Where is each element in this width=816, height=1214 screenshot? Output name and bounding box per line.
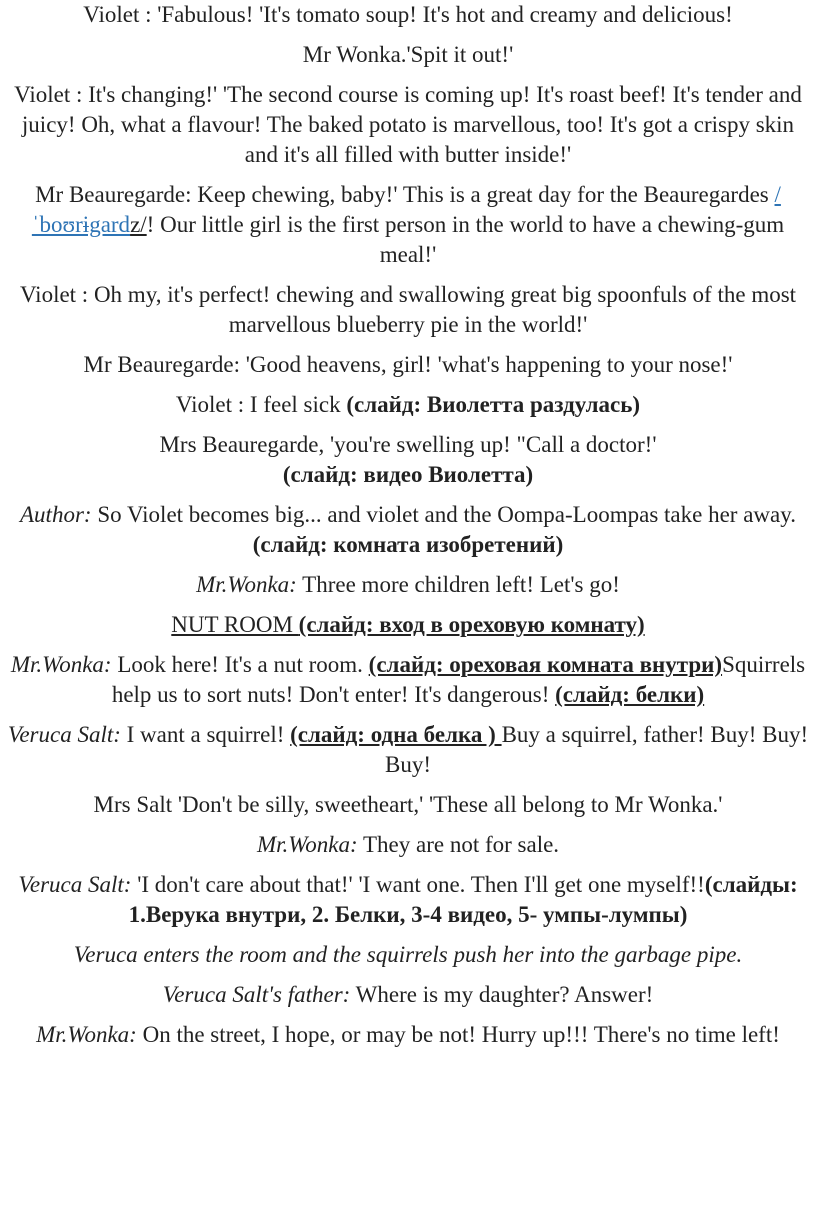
line-text: Violet : I feel sick (175, 392, 347, 417)
speaker-label: Veruca Salt's father: (162, 982, 351, 1007)
speaker-label: Veruca Salt: (18, 872, 132, 897)
speaker-label: Mr.Wonka: (256, 832, 358, 857)
line-text: Where is my daughter? Answer! (350, 982, 654, 1007)
line-text: ! Our little girl is the first person in the world to have a chewing-gum meal!' (146, 212, 785, 267)
line-wonka-nut-room (6, 650, 810, 710)
line-text: Mr Wonka.'Spit it out!' (302, 42, 514, 67)
stage-direction-text: Veruca enters the room and the squirrels push her into the garbage pipe. (73, 942, 743, 967)
line-text: Mrs Beauregarde, 'you're swelling up! "Call a doctor!' (159, 432, 657, 457)
line-text: Three more children left! Let's go! (296, 572, 620, 597)
line-text: Mr Beauregarde: Keep chewing, baby!' This is a great day for the Beauregardes (35, 182, 775, 207)
line-wonka-spit (6, 40, 810, 70)
line-violet-pie (6, 280, 810, 340)
line-text: They are not for sale. (357, 832, 560, 857)
line-text: I want a squirrel! (120, 722, 291, 747)
line-text: Mr Beauregarde: 'Good heavens, girl! 'what's happening to your nose!' (83, 352, 733, 377)
line-violet-sick (6, 390, 810, 420)
speaker-label: Veruca Salt: (7, 722, 121, 747)
line-text: Buy a squirrel, father! Buy! Buy! Buy! (385, 722, 809, 777)
slide-note: (слайд: ореховая комната внутри) (368, 652, 723, 677)
speaker-label: Mr.Wonka: (196, 572, 297, 597)
line-text: Look here! It's a nut room. (111, 652, 369, 677)
scene-title: NUT ROOM (171, 612, 299, 637)
pronunciation-tail: z/ (130, 212, 147, 237)
line-violet-changing (6, 80, 810, 170)
pronunciation-link[interactable]: /ˈboʊrɨgard (31, 182, 781, 237)
line-wonka-street (6, 1020, 810, 1050)
line-text: Violet : Oh my, it's perfect! chewing and swallowing great big spoonfuls of the most marvellous blueberry pie in the world!' (19, 282, 797, 337)
slide-note: (слайд: одна белка ) (290, 722, 502, 747)
scene-heading-nut-room (6, 610, 810, 640)
line-text: On the street, I hope, or may be not! Hurry up!!! There's no time left! (136, 1022, 780, 1047)
line-text: So Violet becomes big... and violet and the Oompa-Loompas take her away. (91, 502, 796, 527)
line-text: Violet : It's changing!' 'The second course is coming up! It's roast beef! It's tender and juicy! Oh, what a flavour! The baked potato is marvellous, too! It's got a crispy skin and it's all filled with butter inside!' (14, 82, 802, 167)
line-violet-soup (6, 0, 810, 30)
line-veruca-squirrel (6, 720, 810, 780)
slide-note: (слайд: белки) (555, 682, 705, 707)
slide-note: (слайд: вход в ореховую комнату) (298, 612, 645, 637)
line-text: Squirrels help us to sort nuts! Don't enter! It's dangerous! (111, 652, 806, 707)
line-wonka-not-for-sale (6, 830, 810, 860)
line-mrs-beauregarde (6, 430, 810, 490)
line-veruca-father (6, 980, 810, 1010)
line-text: Mrs Salt 'Don't be silly, sweetheart,' 'These all belong to Mr Wonka.' (93, 792, 723, 817)
line-author (6, 500, 810, 560)
line-wonka-three-more (6, 570, 810, 600)
slide-note: (слайд: комната изобретений) (252, 532, 564, 557)
line-beauregarde-chewing (6, 180, 810, 270)
line-mrs-salt (6, 790, 810, 820)
slide-note: (слайд: видео Виолетта) (282, 462, 534, 487)
line-veruca-want-one (6, 870, 810, 930)
stage-direction (6, 940, 810, 970)
slide-note: (слайды: 1.Верука внутри, 2. Белки, 3-4 видео, 5- умпы-лумпы) (128, 872, 798, 927)
slide-note: (слайд: Виолетта раздулась) (346, 392, 641, 417)
speaker-label: Mr.Wonka: (36, 1022, 137, 1047)
speaker-label: Mr.Wonka: (10, 652, 112, 677)
speaker-label: Author: (20, 502, 92, 527)
line-text: 'I don't care about that!' 'I want one. Then I'll get one myself!! (131, 872, 705, 897)
line-text: Violet : 'Fabulous! 'It's tomato soup! It's hot and creamy and delicious! (83, 2, 733, 27)
line-beauregarde-nose (6, 350, 810, 380)
